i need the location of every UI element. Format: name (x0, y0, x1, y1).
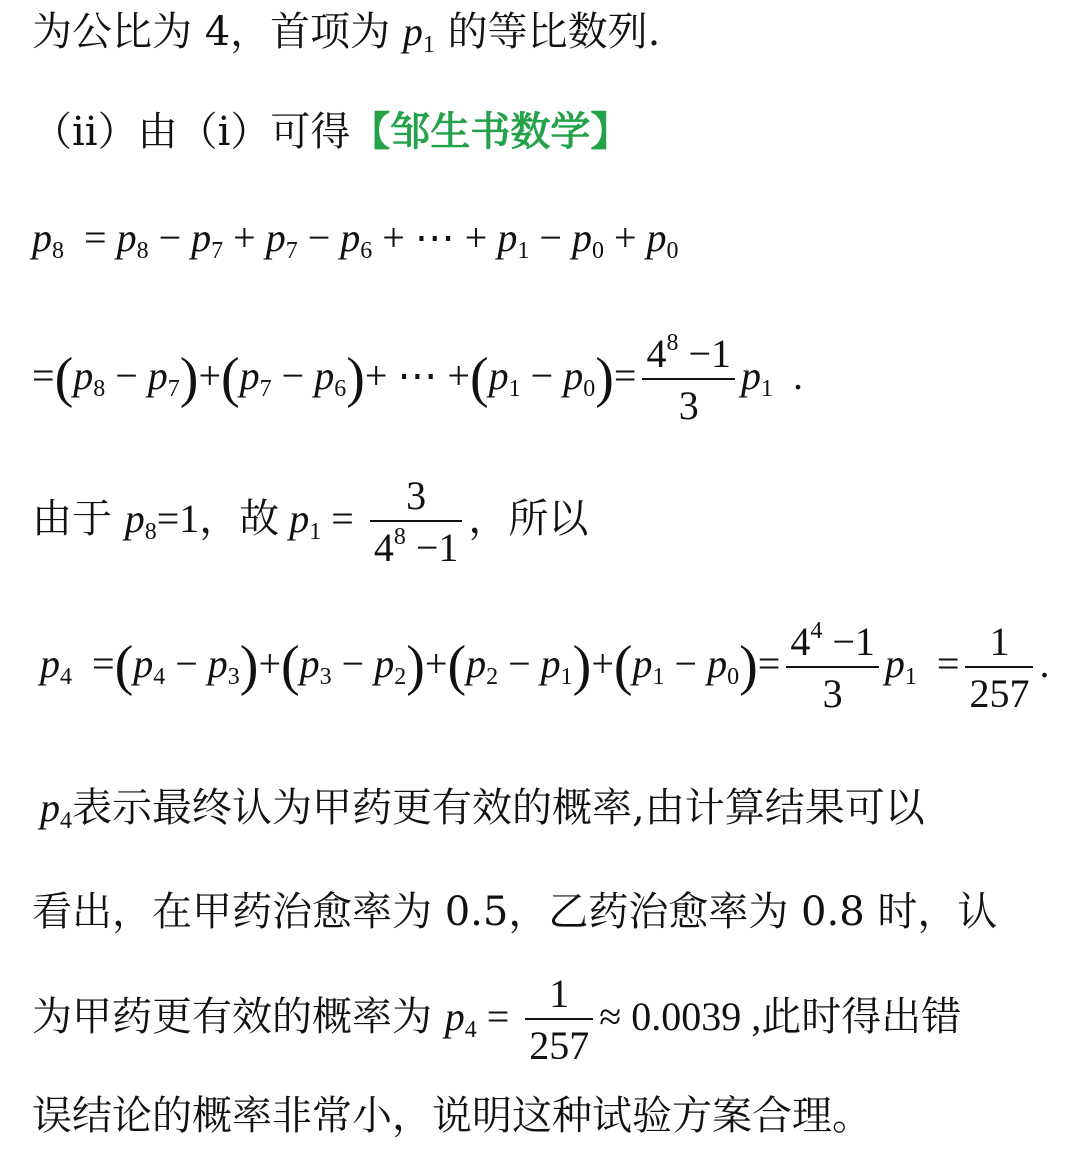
math-p1: p1 (402, 9, 435, 58)
equation-grouped-sum: =(p8 − p7)+(p7 − p6)+ ⋯ +(p1 − p0)= $\frac{4^8 -1}{3}$ p1 . (32, 330, 803, 428)
text-line-5: 由于 p8=1，故 p1 = $\frac{3}{4^8 -1}$ ，所以 (32, 473, 589, 570)
fraction-1-over-257: $\frac{1}{257}$ (965, 622, 1033, 714)
brand-tag: 【邹生书数学】 (350, 108, 631, 155)
text-line-8: 看出，在甲药治愈率为 0.5，乙药治愈率为 0.8 时，认 (32, 889, 998, 935)
equation-telescoping-sum: p8 = p8 − p7 + p7 − p6 + ⋯ + p1 − p0 + p0 (32, 215, 679, 264)
fraction-3-over-4pow8-minus1: $\frac{3}{4^8 -1}$ (370, 476, 463, 568)
text-line-10: 误结论的概率非常小，说明这种试验方案合理。 (32, 1093, 872, 1139)
fraction-4pow8-minus1-over-3: $\frac{4^8 -1}{3}$ (642, 334, 735, 426)
equation-p4: p4 =(p4 − p3)+(p3 − p2)+(p2 − p1)+(p1 − p0)= $\frac{4^4 -1}{3}$ p1 = $\frac{1}{257}$ . (40, 618, 1050, 716)
text-line-1: 为公比为 4，首项为 p1 的等比数列. (32, 9, 661, 58)
fraction-4pow4-minus1-over-3: $\frac{4^4 -1}{3}$ (786, 622, 879, 714)
text-line-2: （ii）由（i）可得【邹生书数学】 (32, 108, 631, 155)
text-line-9: 为甲药更有效的概率为 p4 = $\frac{1}{257}$ ≈ 0.0039 ,此时得出错 (32, 971, 962, 1068)
text-line-7: p4表示最终认为甲药更有效的概率,由计算结果可以 (40, 785, 925, 834)
fraction-1-over-257-b: $\frac{1}{257}$ (525, 974, 593, 1066)
